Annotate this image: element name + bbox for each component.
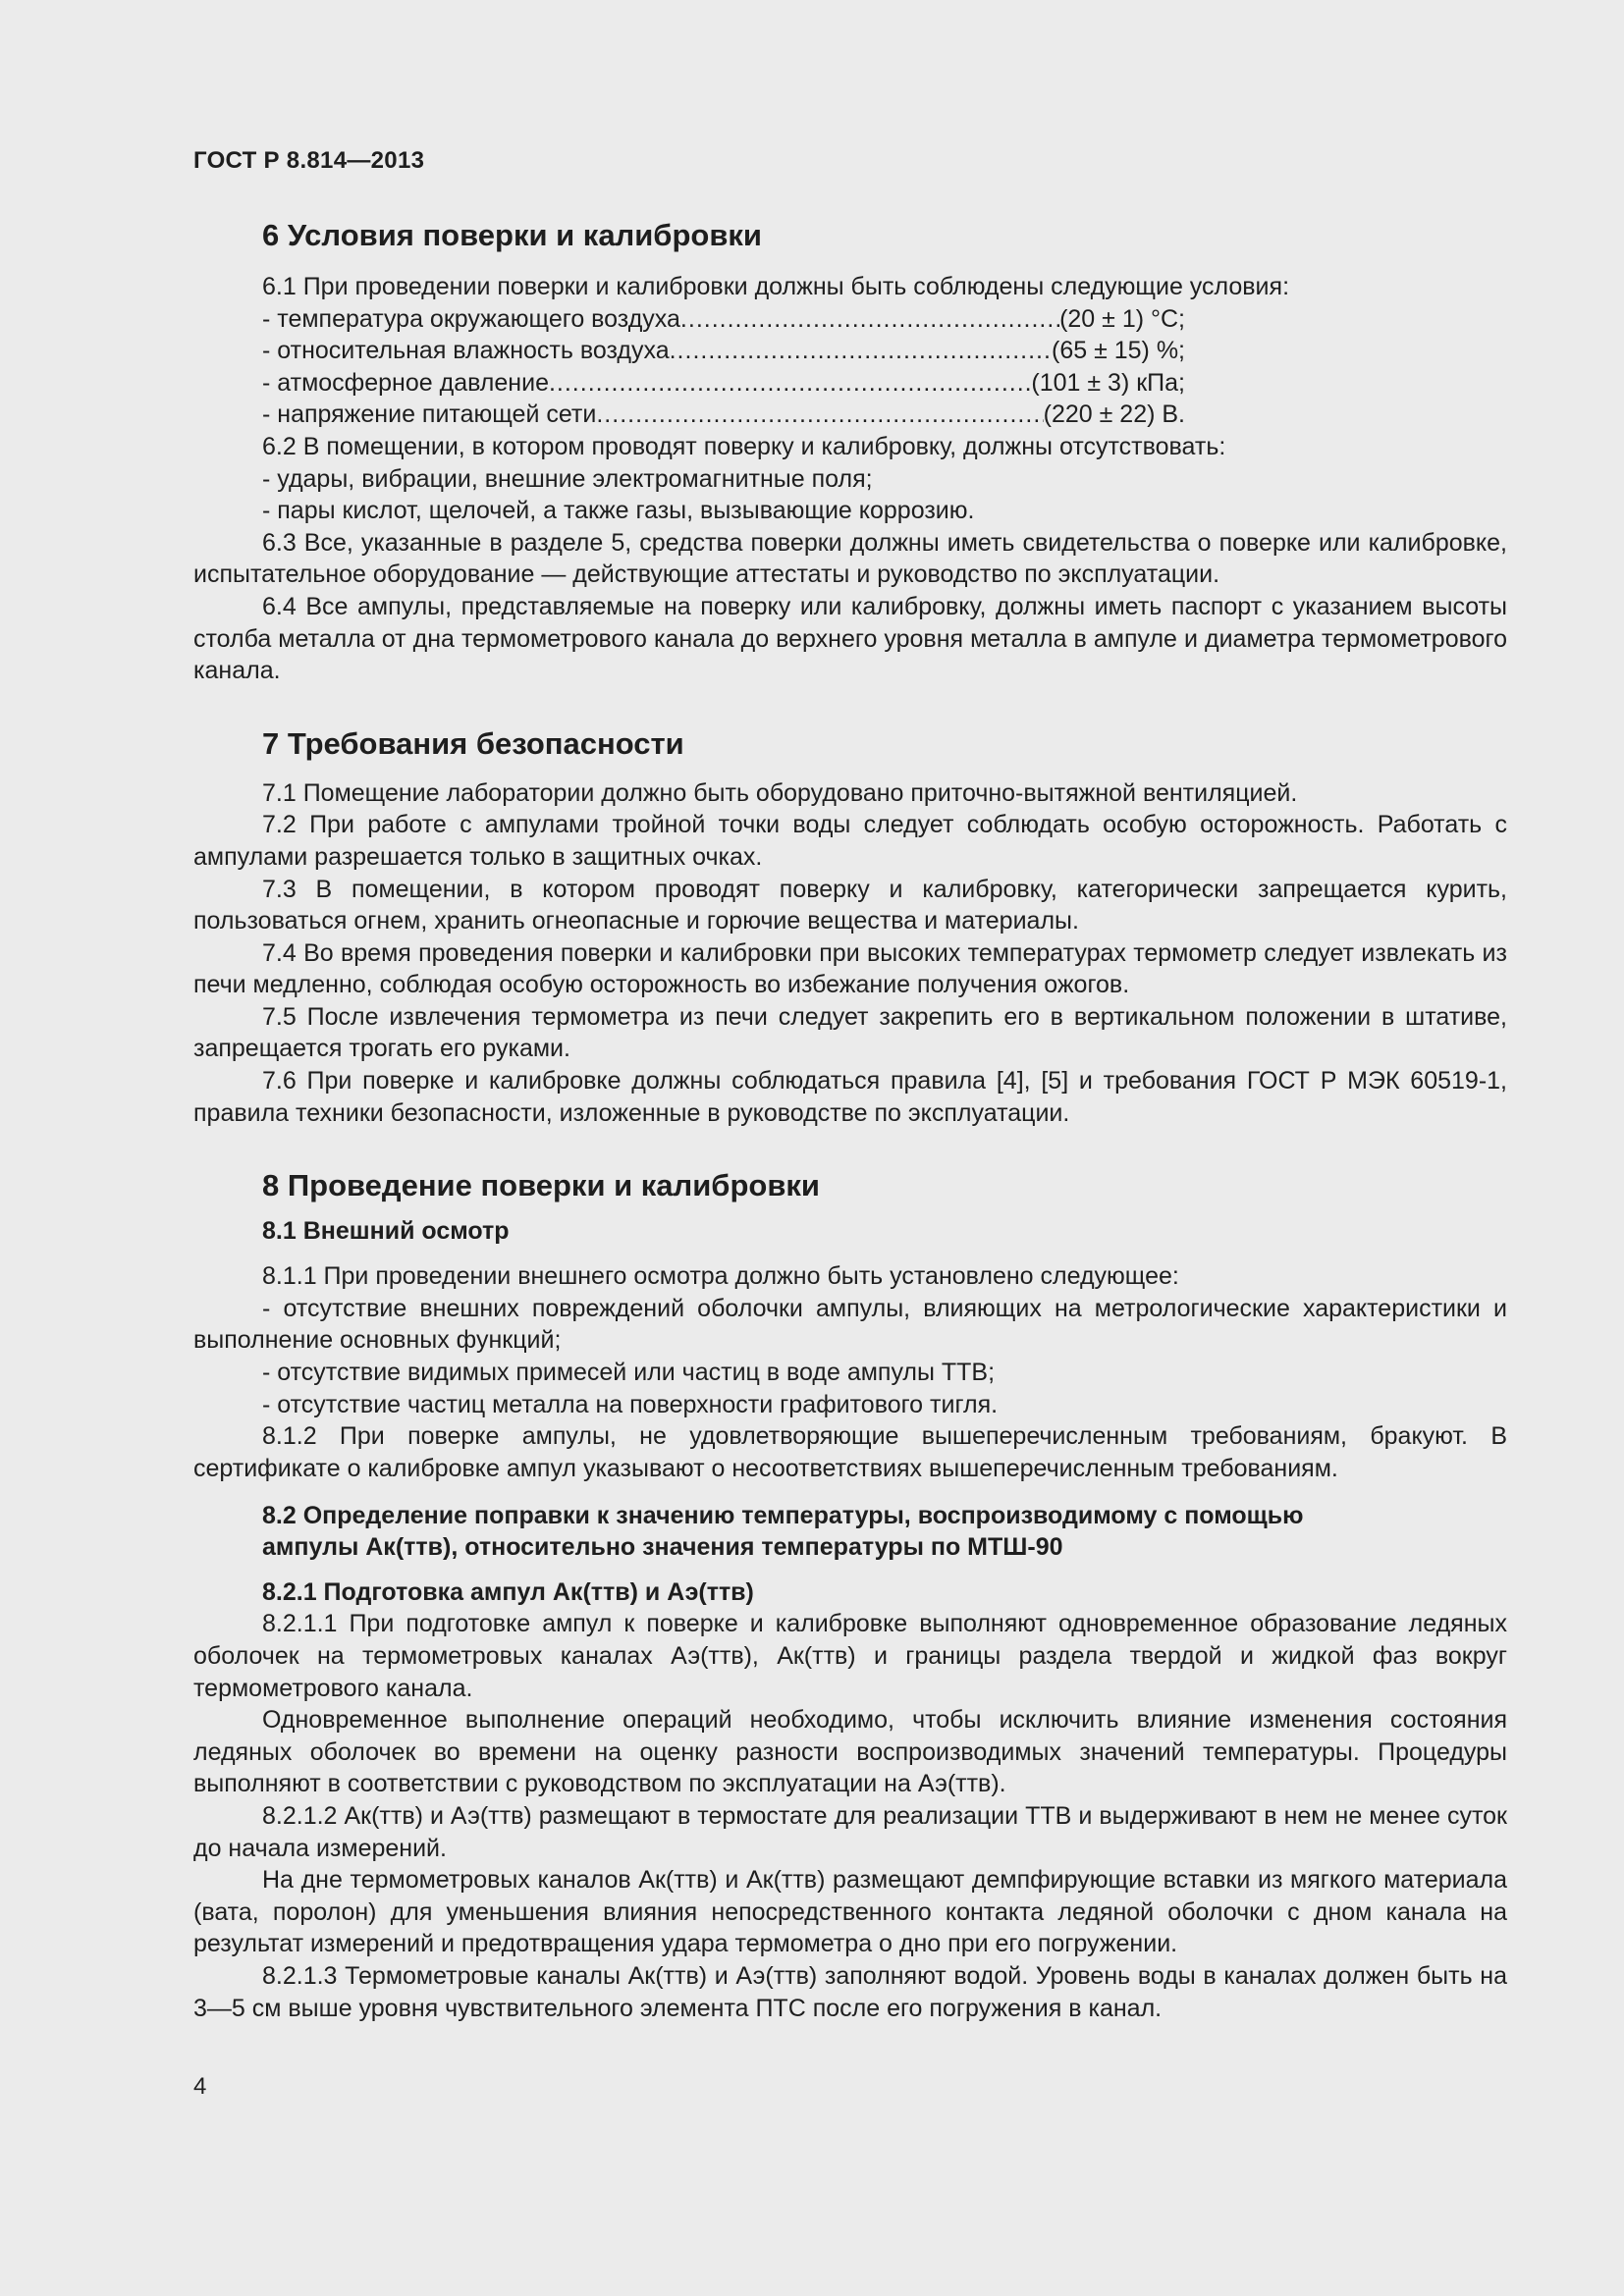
condition-label: - атмосферное давление: [262, 368, 549, 397]
paragraph-6-2: 6.2 В помещении, в котором проводят поверку и калибровку, должны отсутствовать:: [262, 432, 1226, 460]
leader-dots: [549, 367, 1031, 400]
paragraph-8-2-1-2: 8.2.1.2 Ак(ттв) и Аэ(ттв) размещают в термостате для реализации ТТВ и выдерживают в нем не менее суток до начала измерений.: [193, 1801, 1507, 1862]
condition-row: [193, 367, 1185, 400]
list-item: - отсутствие видимых примесей или частиц в воде ампулы ТТВ;: [262, 1359, 996, 1387]
paragraph-7-6: 7.6 При поверке и калибровке должны соблюдаться правила [4], [5] и требования ГОСТ Р МЭК 60519-1, правила техники безопасности, изложенные в руководстве по эксплуатации.: [193, 1067, 1507, 1127]
condition-value: (220 ± 22) В.: [1043, 400, 1185, 429]
leader-dots: [596, 399, 1043, 431]
paragraph-6-3: 6.3 Все, указанные в разделе 5, средства поверки должны иметь свидетельства о поверке или калибровке, испытательное оборудование — действующие аттестаты и руководство по эксплуатации.: [193, 528, 1507, 589]
list-item: - отсутствие внешних повреждений оболочки ампулы, влияющих на метрологические характеристики и выполнение основных функций;: [193, 1294, 1507, 1355]
condition-label: - напряжение питающей сети: [262, 400, 597, 429]
paragraph-7-3: 7.3 В помещении, в котором проводят поверку и калибровку, категорически запрещается курить, пользоваться огнем, хранить огнеопасные и горючие вещества и материалы.: [193, 875, 1507, 935]
paragraph-8-2-1-1-continued: Одновременное выполнение операций необходимо, чтобы исключить влияние изменения состояния ледяных оболочек во времени на оценку разности воспроизводимых значений температуры. Процедуры выполняют в соответствии с руководством по эксплуатации на Аэ(ттв).: [193, 1706, 1507, 1798]
paragraph-7-2: 7.2 При работе с ампулами тройной точки воды следует соблюдать особую осторожность. Работать с ампулами разрешается только в защитных очках.: [193, 811, 1507, 871]
paragraph-7-1: 7.1 Помещение лаборатории должно быть оборудовано приточно-вытяжной вентиляцией.: [262, 778, 1298, 807]
condition-value: (20 ± 1) °C;: [1059, 304, 1185, 333]
subsection-8-2-heading-line-1: 8.2 Определение поправки к значению температуры, воспроизводимому с помощью: [262, 1502, 1304, 1530]
paragraph-7-5: 7.5 После извлечения термометра из печи следует закрепить его в вертикальном положении в штативе, запрещается трогать его руками.: [193, 1002, 1507, 1063]
list-item: - пары кислот, щелочей, а также газы, вызывающие коррозию.: [262, 497, 975, 525]
condition-label: - относительная влажность воздуха: [262, 337, 670, 365]
list-item: - отсутствие частиц металла на поверхности графитового тигля.: [262, 1390, 999, 1418]
section-7-heading: 7 Требования безопасности: [262, 725, 684, 761]
leader-dots: [670, 335, 1052, 367]
condition-row: [193, 399, 1185, 431]
page-number: 4: [193, 2073, 207, 2100]
paragraph-6-4: 6.4 Все ампулы, представляемые на поверку или калибровку, должны иметь паспорт с указанием высоты столба металла от дна термометрового канала до верхнего уровня металла в ампуле и диаметра термометрового канала.: [193, 592, 1507, 685]
paragraph-6-1: 6.1 При проведении поверки и калибровки должны быть соблюдены следующие условия:: [262, 273, 1290, 300]
condition-value: (65 ± 15) %;: [1052, 337, 1185, 365]
page-content: [193, 216, 1507, 2024]
list-item: - удары, вибрации, внешние электромагнитные поля;: [262, 464, 873, 493]
condition-row: [193, 335, 1185, 367]
leader-dots: [680, 303, 1059, 336]
paragraph-8-1-1: 8.1.1 При проведении внешнего осмотра должно быть установлено следующее:: [262, 1262, 1179, 1291]
paragraph-8-1-2: 8.1.2 При поверке ампулы, не удовлетворяющие вышеперечисленным требованиям, бракуют. В сертификате о калибровке ампул указывают о несоответствиях вышеперечисленным требованиям.: [193, 1422, 1507, 1482]
paragraph-8-2-1-3: 8.2.1.3 Термометровые каналы Ак(ттв) и Аэ(ттв) заполняют водой. Уровень воды в каналах должен быть на 3—5 см выше уровня чувствительного элемента ПТС после его погружения в канал.: [193, 1961, 1507, 2022]
subsection-8-2-heading-line-2: ампулы Ак(ттв), относительно значения температуры по МТШ-90: [262, 1533, 1063, 1562]
condition-row: [193, 303, 1185, 336]
condition-value: (101 ± 3) кПа;: [1031, 368, 1185, 397]
subsection-8-1-heading: 8.1 Внешний осмотр: [262, 1217, 510, 1246]
section-8-heading: 8 Проведение поверки и калибровки: [262, 1168, 820, 1203]
paragraph-7-4: 7.4 Во время проведения поверки и калибровки при высоких температурах термометр следует извлекать из печи медленно, соблюдая особую осторожность во избежание получения ожогов.: [193, 938, 1507, 999]
subsection-8-2-1-heading: 8.2.1 Подготовка ампул Ак(ттв) и Аэ(ттв): [262, 1578, 754, 1607]
document-code: ГОСТ Р 8.814—2013: [193, 147, 425, 174]
paragraph-8-2-1-2-continued: На дне термометровых каналов Ак(ттв) и Ак(ттв) размещают демпфирующие вставки из мягкого материала (вата, поролон) для уменьшения влияния непосредственного контакта ледяной оболочки с дном канала на результат измерений и предотвращения удара термометра о дно при его погружении.: [193, 1866, 1507, 1958]
condition-label: - температура окружающего воздуха: [262, 304, 680, 333]
section-6-heading: 6 Условия поверки и калибровки: [262, 218, 762, 252]
paragraph-8-2-1-1: 8.2.1.1 При подготовке ампул к поверке и калибровке выполняют одновременное образование ледяных оболочек на термометровых каналах Аэ(ттв), Ак(ттв) и границы раздела твердой и жидкой фаз вокруг термометрового канала.: [193, 1610, 1507, 1702]
